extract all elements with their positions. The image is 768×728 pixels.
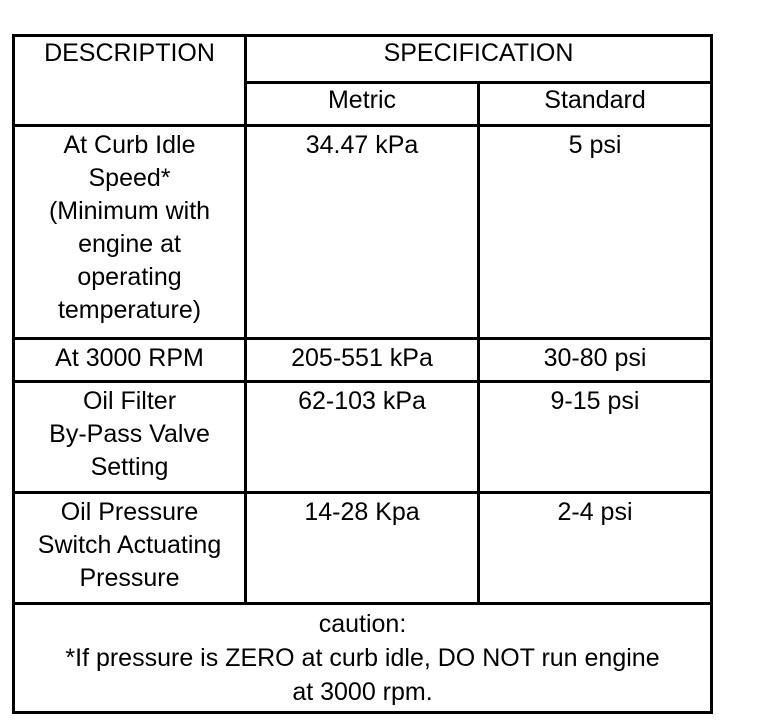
description-line: Setting [90,453,169,481]
specification-header: SPECIFICATION [246,36,712,83]
description-line: operating [77,263,182,291]
description-line: Oil Filter [82,387,177,415]
metric-cell: 14-28 Kpa [246,493,479,604]
metric-cell: 34.47 kPa [246,126,479,339]
oil-pressure-spec-table [12,34,713,714]
description-cell [14,382,246,493]
description-line: Speed* [88,164,171,192]
standard-header: Standard [479,83,712,126]
table-row [14,382,712,493]
metric-cell: 62-103 kPa [246,382,479,493]
metric-cell: 205-551 kPa [246,339,479,382]
description-line: By-Pass Valve [49,420,210,448]
description-header: DESCRIPTION [14,36,246,126]
description-cell [14,339,246,382]
description-cell [14,493,246,604]
description-cell [14,126,246,339]
table-row [14,493,712,604]
description-line: At Curb Idle [63,131,196,159]
standard-cell: 5 psi [479,126,712,339]
description-line: At 3000 RPM [55,344,204,372]
table-row [14,339,712,382]
header-row-1 [14,36,712,83]
description-line: Pressure [79,564,180,592]
description-line: Oil Pressure [60,498,199,526]
standard-cell: 9-15 psi [479,382,712,493]
standard-cell: 2-4 psi [479,493,712,604]
note-row [14,604,712,713]
caution-text-line-1: *If pressure is ZERO at curb idle, DO NOT run engine [65,644,660,672]
table-row [14,126,712,339]
description-line: (Minimum with [48,197,211,225]
standard-cell: 30-80 psi [479,339,712,382]
description-line: Switch Actuating [37,531,222,559]
caution-label: caution: [318,610,407,638]
caution-text-line-2: at 3000 rpm. [292,678,433,706]
metric-header: Metric [246,83,479,126]
caution-note [14,604,712,713]
description-line: engine at [78,230,181,258]
description-line: temperature) [57,296,202,324]
